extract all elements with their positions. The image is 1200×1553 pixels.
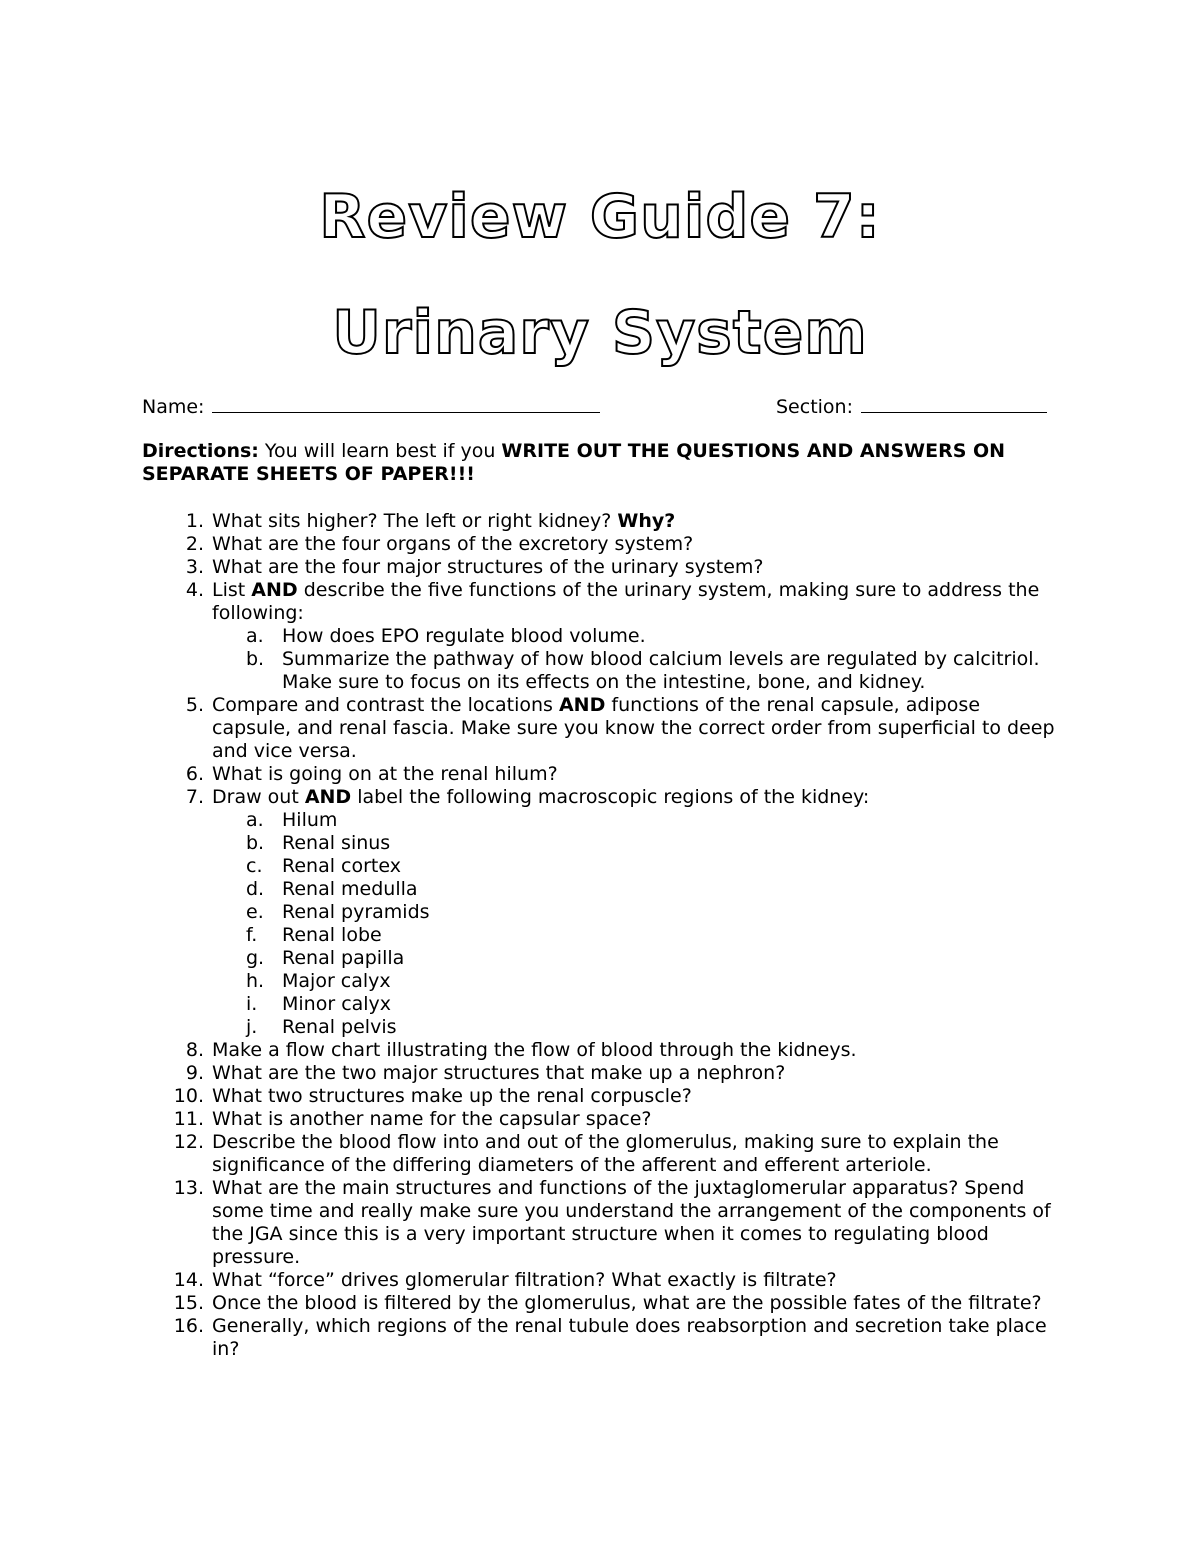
name-field	[142, 394, 600, 418]
sub-item-text: Renal pyramids	[282, 901, 430, 923]
sub-item	[142, 901, 1062, 924]
sub-item-letter: a.	[246, 809, 264, 831]
section-label: Section:	[776, 396, 853, 418]
question-number: 1.	[185, 510, 204, 532]
sub-item-letter: h.	[246, 970, 265, 992]
directions-emphasis: WRITE OUT THE QUESTIONS AND ANSWERS ON SEPARATE SHEETS OF PAPER!!!	[142, 440, 1006, 485]
question-number: 10.	[173, 1085, 204, 1107]
question-text-part: What are the main structures and functions of the juxtaglomerular apparatus? Spend some time and really make sure you understand the arrangement of the components of the JGA since this is a very important structure when it comes to regulating blood pressure.	[212, 1177, 1051, 1268]
sub-item	[142, 1016, 1062, 1039]
sub-item-text: Renal pelvis	[282, 1016, 397, 1038]
name-blank-line	[212, 394, 600, 413]
sub-item	[142, 878, 1062, 901]
question-text-part: Once the blood is filtered by the glomerulus, what are the possible fates of the filtrate?	[212, 1292, 1042, 1314]
sub-item-letter: d.	[246, 878, 265, 900]
question-text-part: What are the four major structures of the urinary system?	[212, 556, 764, 578]
sub-item-text: Renal lobe	[282, 924, 382, 946]
sub-item	[142, 648, 1062, 694]
question-text	[212, 1269, 1062, 1292]
question-text	[212, 533, 1062, 556]
sub-item-text: How does EPO regulate blood volume.	[282, 625, 646, 647]
sub-item-letter: c.	[246, 855, 263, 877]
question-text-part: What are the four organs of the excretory system?	[212, 533, 694, 555]
question-text-part: label the following macroscopic regions of the kidney:	[351, 786, 870, 808]
section-field	[776, 394, 1047, 418]
question-text-bold: AND	[304, 786, 352, 808]
question-text	[212, 1131, 1062, 1177]
sub-item-letter: g.	[246, 947, 265, 969]
question-text-part: What is another name for the capsular space?	[212, 1108, 652, 1130]
question-text	[212, 1108, 1062, 1131]
question-item	[142, 694, 1062, 763]
question-item	[142, 1177, 1062, 1269]
question-text	[212, 510, 1062, 533]
question-text-part: What two structures make up the renal corpuscle?	[212, 1085, 692, 1107]
sub-item	[142, 993, 1062, 1016]
question-text	[212, 763, 1062, 786]
directions	[142, 440, 1047, 486]
question-text	[212, 556, 1062, 579]
sub-item-text: Minor calyx	[282, 993, 392, 1015]
question-number: 13.	[173, 1177, 204, 1199]
question-text-part: What is going on at the renal hilum?	[212, 763, 558, 785]
question-text-part: functions of the renal capsule, adipose capsule, and renal fascia. Make sure you know the correct order from superficial to deep and vice versa.	[212, 694, 1055, 762]
question-number: 14.	[173, 1269, 204, 1291]
sub-item	[142, 970, 1062, 993]
question-text-bold: Why?	[617, 510, 676, 532]
question-number: 5.	[185, 694, 204, 716]
question-item	[142, 1269, 1062, 1292]
question-text-part: Draw out	[212, 786, 305, 808]
sub-item-text: Renal cortex	[282, 855, 401, 877]
question-text-part: What are the two major structures that make up a nephron?	[212, 1062, 786, 1084]
section-blank-line	[861, 394, 1047, 413]
sub-item	[142, 625, 1062, 648]
sub-item	[142, 855, 1062, 878]
question-item	[142, 579, 1062, 625]
sub-item-letter: i.	[246, 993, 258, 1015]
sub-item	[142, 832, 1062, 855]
question-number: 3.	[185, 556, 204, 578]
directions-label: Directions:	[142, 440, 259, 462]
directions-text: You will learn best if you	[258, 440, 502, 462]
question-item	[142, 1085, 1062, 1108]
question-item	[142, 1039, 1062, 1062]
sub-item-letter: a.	[246, 625, 264, 647]
question-number: 15.	[173, 1292, 204, 1314]
question-text	[212, 1039, 1062, 1062]
question-number: 2.	[185, 533, 204, 555]
question-text-part: Compare and contrast the locations	[212, 694, 559, 716]
sub-item-text: Renal sinus	[282, 832, 391, 854]
question-item	[142, 786, 1062, 809]
question-text-part: What “force” drives glomerular filtration? What exactly is filtrate?	[212, 1269, 837, 1291]
question-item	[142, 1108, 1062, 1131]
sub-item-text: Summarize the pathway of how blood calcium levels are regulated by calcitriol. Make sure to focus on its effects on the intestine, bone, and kidney.	[282, 648, 1040, 693]
question-number: 4.	[185, 579, 204, 601]
title-line-1: Review Guide 7:	[319, 182, 881, 252]
question-number: 6.	[185, 763, 204, 785]
question-number: 11.	[173, 1108, 204, 1130]
question-list	[142, 510, 1062, 1361]
sub-item-letter: j.	[246, 1016, 258, 1038]
sub-item-text: Renal medulla	[282, 878, 418, 900]
title-line-2: Urinary System	[332, 298, 868, 368]
question-text-part: List	[212, 579, 252, 601]
sub-item	[142, 947, 1062, 970]
question-number: 9.	[185, 1062, 204, 1084]
question-item	[142, 533, 1062, 556]
question-text	[212, 694, 1062, 763]
question-text	[212, 579, 1062, 625]
sub-item-text: Hilum	[282, 809, 338, 831]
question-text	[212, 1085, 1062, 1108]
sub-item	[142, 809, 1062, 832]
question-text-part: describe the five functions of the urinary system, making sure to address the following:	[212, 579, 1040, 624]
question-text	[212, 1292, 1062, 1315]
question-number: 16.	[173, 1315, 204, 1337]
sub-item-text: Major calyx	[282, 970, 391, 992]
question-text-bold: AND	[251, 579, 298, 601]
question-text-part: Make a flow chart illustrating the flow of blood through the kidneys.	[212, 1039, 857, 1061]
question-text	[212, 1177, 1062, 1269]
question-text-bold: AND	[558, 694, 606, 716]
sub-item-letter: e.	[246, 901, 264, 923]
question-text	[212, 1315, 1062, 1361]
question-item	[142, 1315, 1062, 1361]
question-number: 7.	[185, 786, 204, 808]
sub-item-letter: b.	[246, 832, 265, 854]
question-item	[142, 556, 1062, 579]
sub-item-text: Renal papilla	[282, 947, 405, 969]
question-item	[142, 1062, 1062, 1085]
question-number: 8.	[185, 1039, 204, 1061]
question-item	[142, 1131, 1062, 1177]
sub-item-letter: b.	[246, 648, 265, 670]
name-label: Name:	[142, 396, 205, 418]
question-text	[212, 786, 1062, 809]
question-item	[142, 763, 1062, 786]
question-item	[142, 1292, 1062, 1315]
question-number: 12.	[173, 1131, 204, 1153]
sub-item-letter: f.	[246, 924, 258, 946]
question-text-part: Describe the blood flow into and out of the glomerulus, making sure to explain the significance of the differing diameters of the afferent and efferent arteriole.	[212, 1131, 999, 1176]
info-row	[142, 394, 1052, 422]
question-item	[142, 510, 1062, 533]
question-text	[212, 1062, 1062, 1085]
sub-item	[142, 924, 1062, 947]
question-text-part: Generally, which regions of the renal tubule does reabsorption and secretion take place in?	[212, 1315, 1047, 1360]
question-text-part: What sits higher? The left or right kidney?	[212, 510, 618, 532]
